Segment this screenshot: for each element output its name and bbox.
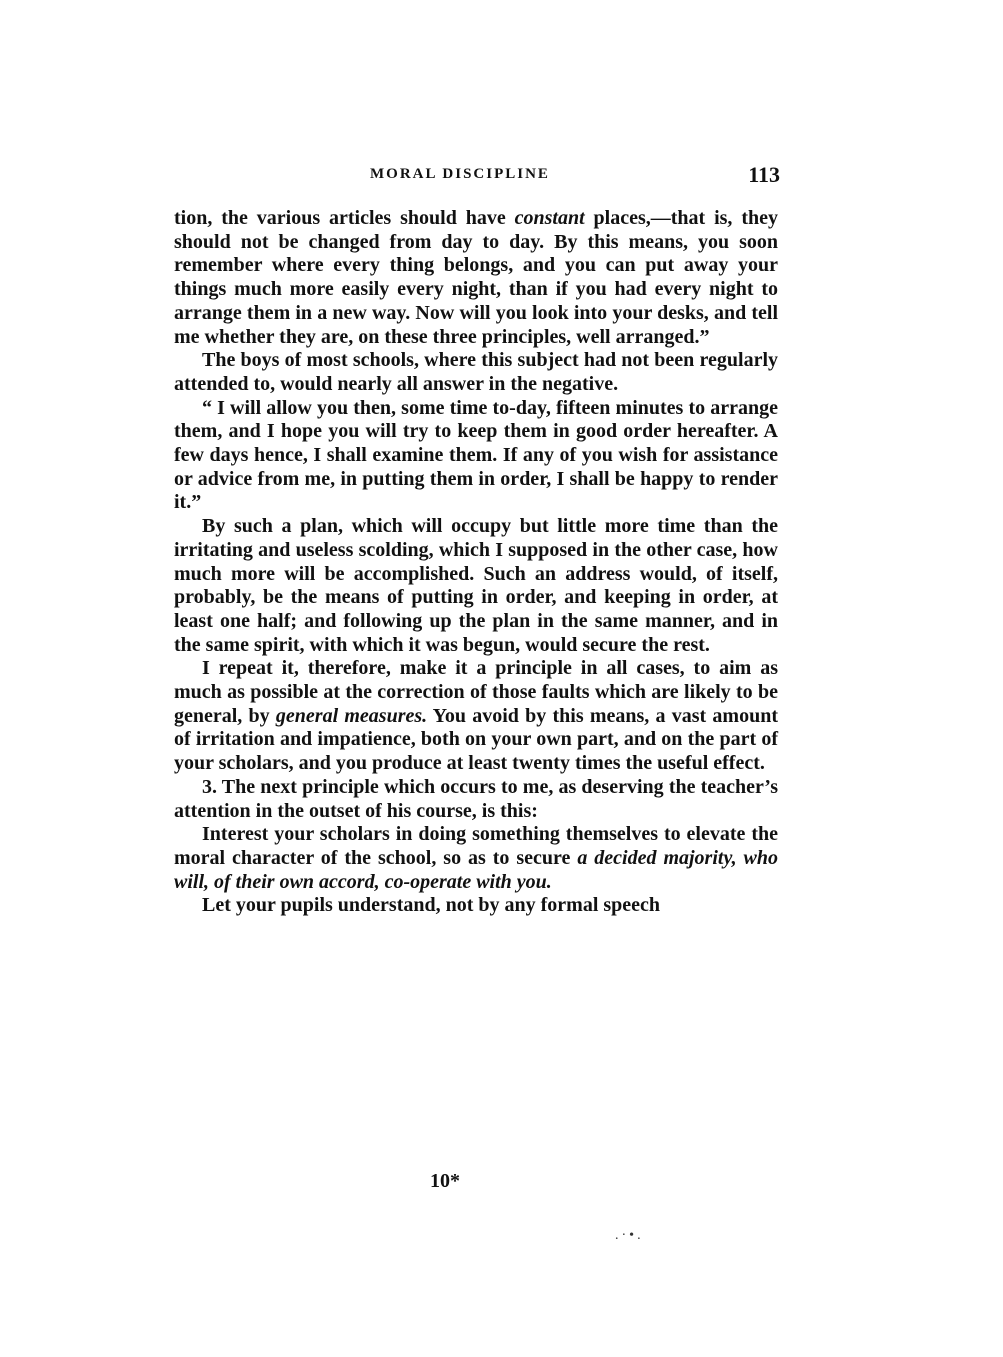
signature-mark: 10* [430, 1170, 460, 1192]
paragraph-7 [174, 823, 778, 894]
paragraph-5-emphasis: general measures. [275, 704, 428, 727]
paragraph-2: The boys of most schools, where this subject had not been regularly attended to, would nearly all answer in the negative. [174, 349, 778, 395]
paragraph-3: “ I will allow you then, some time to-day, fifteen minutes to arrange them, and I hope you will try to keep them in good order hereafter. A few days hence, I shall examine them. If any of you wish for assistance or advice from me, in putting them in order, I shall be happy to render it.” [174, 396, 778, 514]
paragraph-4: By such a plan, which will occupy but little more time than the irritating and useless scolding, which I supposed in the other case, how much more will be accomplished. Such an address would, of itself, probably, be the means of putting in order, and keeping in order, at least one half; and following up the plan in the same manner, and in the same spirit, with which it was begun, would secure the rest. [174, 515, 778, 656]
paper-specks-decoration: .·•. [615, 1228, 644, 1243]
paragraph-7-emphasis: a decided majority, who will, of their own accord, co-operate with you. [174, 846, 778, 893]
paragraph-5-text: I repeat it, therefore, make it a principle in all cases, to aim as much as possible at the correction of those faults which are likely to be general, by [174, 657, 778, 727]
page-number: 113 [748, 162, 780, 187]
paragraph-1 [174, 207, 778, 349]
paragraph-6: 3. The next principle which occurs to me, as deserving the teacher’s attention in the outset of his course, is this: [174, 775, 778, 822]
paragraph-1-emphasis: constant [514, 207, 585, 229]
running-title: MORAL DISCIPLINE [370, 166, 550, 182]
paragraph-5-rest: You avoid by this means, a vast amount of irritation and impatience, both on your own part, and on the part of your scholars, and you produce at least twenty times the useful effect. [174, 704, 778, 775]
paragraph-8: Let your pupils understand, not by any formal speech [202, 894, 661, 917]
paragraph-1-rest: places,—that is, they should not be changed from day to day. By this means, you soon remember where every thing belongs, and you can put away your things much more easily every night, than if you had every night to arrange them in a new way. Now will you look into your desks, and tell me whether they are, on these three principles, well arranged.” [174, 207, 778, 348]
body-text [174, 207, 778, 918]
paragraph-1-text: tion, the various articles should have [174, 207, 515, 229]
running-head [175, 162, 780, 192]
paragraph-5 [174, 657, 778, 776]
paragraph-7-text: Interest your scholars in doing something themselves to elevate the moral character of the school, so as to secure [174, 823, 778, 869]
